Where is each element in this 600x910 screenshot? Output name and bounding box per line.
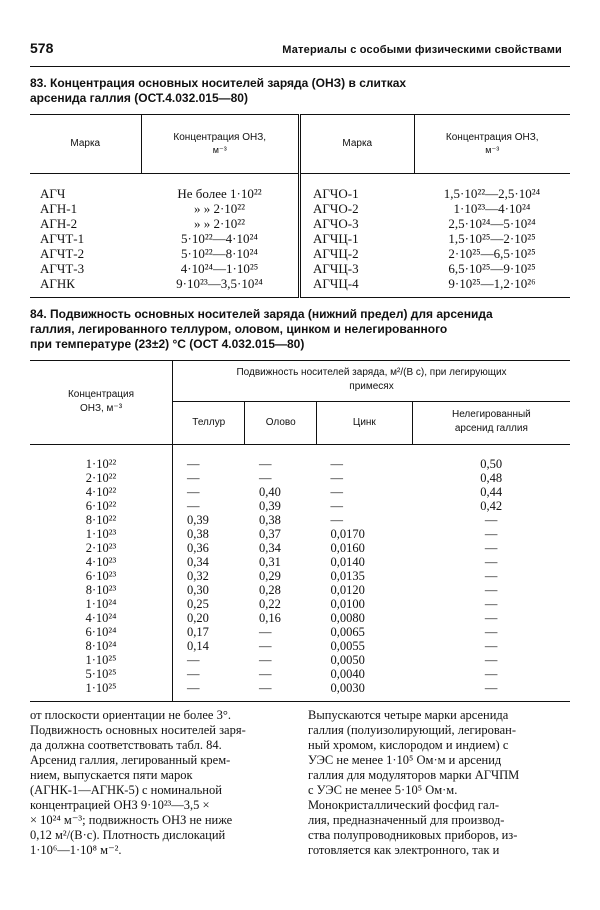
list-line: —	[187, 471, 200, 485]
list-line: Арсенид галлия, легированный крем-	[30, 753, 231, 767]
list-line: 1·10²³	[85, 527, 117, 541]
list-line: концентрацией ОНЗ 9·10²³—3,5 ×	[30, 798, 210, 812]
list-line: АГЧТ-3	[40, 261, 85, 276]
list-line: 0,0050	[330, 653, 365, 667]
list-line: 5·10²²—4·10²⁴	[181, 231, 258, 246]
list-line: —	[258, 639, 272, 653]
list-line: Подвижность основных носителей заря-	[30, 723, 246, 737]
list-line: » » 2·10²²	[193, 216, 246, 231]
list-line: 0,50	[480, 457, 503, 471]
list-line: да должна соответствовать табл. 84.	[30, 738, 222, 752]
list-line: —	[330, 513, 343, 527]
list-line: 0,29	[258, 569, 281, 583]
list-line: УЭС не менее 1·10⁵ Ом·м и арсенид	[308, 753, 502, 767]
list-line: —	[187, 653, 200, 667]
list-line: —	[484, 681, 498, 695]
list-line: 9·10²⁵—1,2·10²⁶	[448, 276, 536, 291]
list-line: готовляется как электронного, так и	[308, 843, 500, 857]
list-line: 5·10²⁵	[85, 667, 117, 681]
list-line: 1·10²³—4·10²⁴	[453, 201, 531, 216]
list-line: —	[258, 681, 272, 695]
list-line: 1,5·10²²—2,5·10²⁴	[443, 186, 541, 201]
list-line: Монокристаллический фосфид гал-	[308, 798, 500, 812]
list-line: 0,0100	[330, 597, 365, 611]
list-line: —	[484, 527, 498, 541]
list-line: —	[187, 499, 200, 513]
list-line: АГЧЦ-2	[313, 246, 359, 261]
list-line: —	[484, 513, 498, 527]
list-line: 0,38	[258, 513, 281, 527]
list-line: 0,34	[258, 541, 281, 555]
header-concentration-unit: м⁻³	[485, 145, 500, 155]
list-line: 1,5·10²⁵—2·10²⁵	[448, 231, 536, 246]
list-line: —	[187, 485, 200, 499]
list-line: АГЧТ-1	[40, 231, 85, 246]
list-line: 0,0080	[330, 611, 365, 625]
list-line: ный хромом, кислородом и индием) с	[308, 738, 509, 752]
list-line: —	[484, 569, 498, 583]
list-line: Выпускаются четыре марки арсенида	[308, 708, 509, 722]
list-line: 0,0140	[330, 555, 365, 569]
list-line: 4·10²⁴	[85, 611, 117, 625]
header-concentration-onz	[30, 361, 173, 445]
list-line: с УЭС не менее 5·10⁵ Ом·м.	[308, 783, 458, 797]
header-zinc: Цинк	[316, 402, 412, 445]
list-line: 0,12 м²/(В·с). Плотность дислокаций	[30, 828, 226, 842]
left-values-cell	[141, 174, 300, 298]
list-line: 0,0160	[330, 541, 365, 555]
list-line: 0,0030	[330, 681, 365, 695]
list-line: галлия для модуляторов марки АГЧПМ	[308, 768, 520, 782]
body-text	[30, 708, 570, 858]
list-line: 2·10²³	[85, 541, 117, 555]
header-concentration-unit: м⁻³	[212, 145, 227, 155]
list-line: 8·10²³	[85, 583, 117, 597]
list-line: 0,42	[480, 499, 503, 513]
header-mobility-group	[173, 361, 571, 402]
list-line: 0,30	[187, 583, 209, 597]
list-line: 1·10²²	[85, 457, 117, 471]
header-concentration-label: Концентрация ОНЗ,	[445, 132, 539, 143]
list-line: —	[187, 457, 200, 471]
list-line: 0,34	[187, 555, 209, 569]
list-line: —	[330, 457, 343, 471]
list-line: 6·10²⁴	[85, 625, 117, 639]
list-line: —	[187, 681, 200, 695]
list-line: —	[484, 583, 498, 597]
list-line: 0,16	[258, 611, 281, 625]
header-mark-2: Марка	[300, 115, 415, 174]
list-line: » » 2·10²²	[193, 201, 246, 216]
list-line: 1·10²⁵	[85, 653, 117, 667]
list-line: 0,0065	[330, 625, 365, 639]
list-line: АГЧЦ-1	[313, 231, 359, 246]
list-line: ства полупроводниковых приборов, из-	[308, 828, 518, 842]
running-head	[30, 40, 570, 67]
caption-line: арсенида галлия (ОСТ.4.032.015—80)	[30, 91, 248, 105]
list-line: 0,22	[258, 597, 281, 611]
header-line: ОНЗ, м⁻³	[79, 402, 123, 414]
list-line: —	[258, 471, 272, 485]
list-line: —	[484, 555, 498, 569]
list-line: нием, выпускается пяти марок	[30, 768, 193, 782]
list-line: Не более 1·10²²	[177, 186, 262, 201]
page	[30, 40, 570, 858]
header-concentration-label: Концентрация ОНЗ,	[173, 132, 267, 143]
section-title: Материалы с особыми физическими свойствами	[282, 44, 562, 56]
list-line: —	[258, 653, 272, 667]
list-line: АГЧЦ-3	[313, 261, 359, 276]
list-line: —	[484, 667, 498, 681]
list-line: 0,38	[187, 527, 209, 541]
list-line: АГН-1	[40, 201, 78, 216]
list-line: 0,0055	[330, 639, 365, 653]
list-line: —	[258, 457, 272, 471]
list-line: 0,44	[480, 485, 503, 499]
list-line: (АГНК-1—АГНК-5) с номинальной	[30, 783, 222, 797]
header-mark: Марка	[30, 115, 141, 174]
caption-line: галлия, легированного теллуром, оловом, цинком и нелегированного	[30, 322, 448, 336]
list-line: —	[484, 653, 498, 667]
list-line: —	[330, 471, 343, 485]
list-line: АГЧТ-2	[40, 246, 85, 261]
list-line: АГНК	[40, 276, 75, 291]
undoped-column	[412, 445, 570, 702]
header-line: Концентрация	[67, 388, 135, 400]
tin-column	[245, 445, 317, 702]
table-83	[30, 114, 570, 298]
list-line: АГН-2	[40, 216, 78, 231]
list-line: —	[484, 639, 498, 653]
header-line: примесях	[349, 381, 394, 392]
right-text-column	[308, 708, 570, 858]
list-line: —	[330, 485, 343, 499]
list-line: —	[484, 611, 498, 625]
list-line: 0,32	[187, 569, 209, 583]
list-line: 0,0120	[330, 583, 365, 597]
list-line: —	[258, 667, 272, 681]
left-marks-cell	[30, 174, 141, 298]
concentration-column	[30, 445, 173, 702]
table-84	[30, 360, 570, 702]
header-line: Подвижность носителей заряда, м²/(В с), при легирующих	[236, 367, 507, 378]
list-line: 0,31	[258, 555, 281, 569]
list-line: 6·10²³	[85, 569, 117, 583]
list-line: 0,28	[258, 583, 281, 597]
tellurium-column	[173, 445, 245, 702]
list-line: галлия (полуизолирующий, легирован-	[308, 723, 516, 737]
list-line: от плоскости ориентации не более 3°.	[30, 708, 231, 722]
list-line: 1·10⁶—1·10⁸ м⁻².	[30, 843, 122, 857]
list-line: 8·10²⁴	[85, 639, 117, 653]
list-line: 0,25	[187, 597, 209, 611]
list-line: 2·10²⁵—6,5·10²⁵	[448, 246, 536, 261]
header-line: Нелегированный	[451, 409, 531, 420]
list-line: —	[484, 541, 498, 555]
list-line: —	[484, 597, 498, 611]
list-line: 0,39	[258, 499, 281, 513]
list-line: × 10²⁴ м⁻³; подвижность ОНЗ не ниже	[30, 813, 233, 827]
table-83-caption	[30, 76, 570, 106]
list-line: лия, предназначенный для производ-	[308, 813, 505, 827]
list-line: 9·10²³—3,5·10²⁴	[176, 276, 263, 291]
header-concentration	[141, 115, 300, 174]
table-84-caption	[30, 307, 570, 352]
list-line: 5·10²²—8·10²⁴	[181, 246, 258, 261]
list-line: —	[258, 625, 272, 639]
header-line: арсенид галлия	[454, 423, 528, 434]
list-line: —	[330, 499, 343, 513]
list-line: 4·10²³	[85, 555, 117, 569]
list-line: АГЧО-2	[313, 201, 359, 216]
right-values-cell	[414, 174, 570, 298]
list-line: 8·10²²	[85, 513, 117, 527]
list-line: 0,36	[187, 541, 209, 555]
list-line: 0,20	[187, 611, 209, 625]
right-marks-cell	[300, 174, 415, 298]
list-line: 1·10²⁴	[85, 597, 117, 611]
list-line: 0,14	[187, 639, 209, 653]
list-line: —	[187, 667, 200, 681]
header-concentration-2	[414, 115, 570, 174]
list-line: 0,40	[258, 485, 281, 499]
list-line: 1·10²⁵	[85, 681, 117, 695]
list-line: АГЧО-3	[313, 216, 359, 231]
list-line: 0,48	[480, 471, 503, 485]
caption-line: 83. Концентрация основных носителей заряда (ОНЗ) в слитках	[30, 76, 407, 90]
list-line: 0,39	[187, 513, 209, 527]
list-line: 0,0170	[330, 527, 365, 541]
zinc-column	[316, 445, 412, 702]
list-line: 2,5·10²⁴—5·10²⁴	[448, 216, 536, 231]
list-line: 6,5·10²⁵—9·10²⁵	[448, 261, 536, 276]
list-line: 0,0135	[330, 569, 365, 583]
list-line: 4·10²⁴—1·10²⁵	[180, 261, 259, 276]
caption-line: 84. Подвижность основных носителей заряда (нижний предел) для арсенида	[30, 307, 493, 321]
header-undoped	[412, 402, 570, 445]
list-line: 4·10²²	[85, 485, 117, 499]
list-line: 0,37	[258, 527, 281, 541]
list-line: АГЧ	[40, 186, 66, 201]
page-number: 578	[30, 40, 54, 56]
list-line: 0,17	[187, 625, 209, 639]
caption-line: при температуре (23±2) °С (ОСТ 4.032.015—80)	[30, 337, 305, 351]
list-line: 2·10²²	[85, 471, 117, 485]
left-text-column	[30, 708, 292, 858]
list-line: АГЧЦ-4	[313, 276, 359, 291]
list-line: —	[484, 625, 498, 639]
header-tellurium: Теллур	[173, 402, 245, 445]
list-line: 0,0040	[330, 667, 365, 681]
list-line: 6·10²²	[85, 499, 117, 513]
header-tin: Олово	[245, 402, 317, 445]
list-line: АГЧО-1	[313, 186, 359, 201]
